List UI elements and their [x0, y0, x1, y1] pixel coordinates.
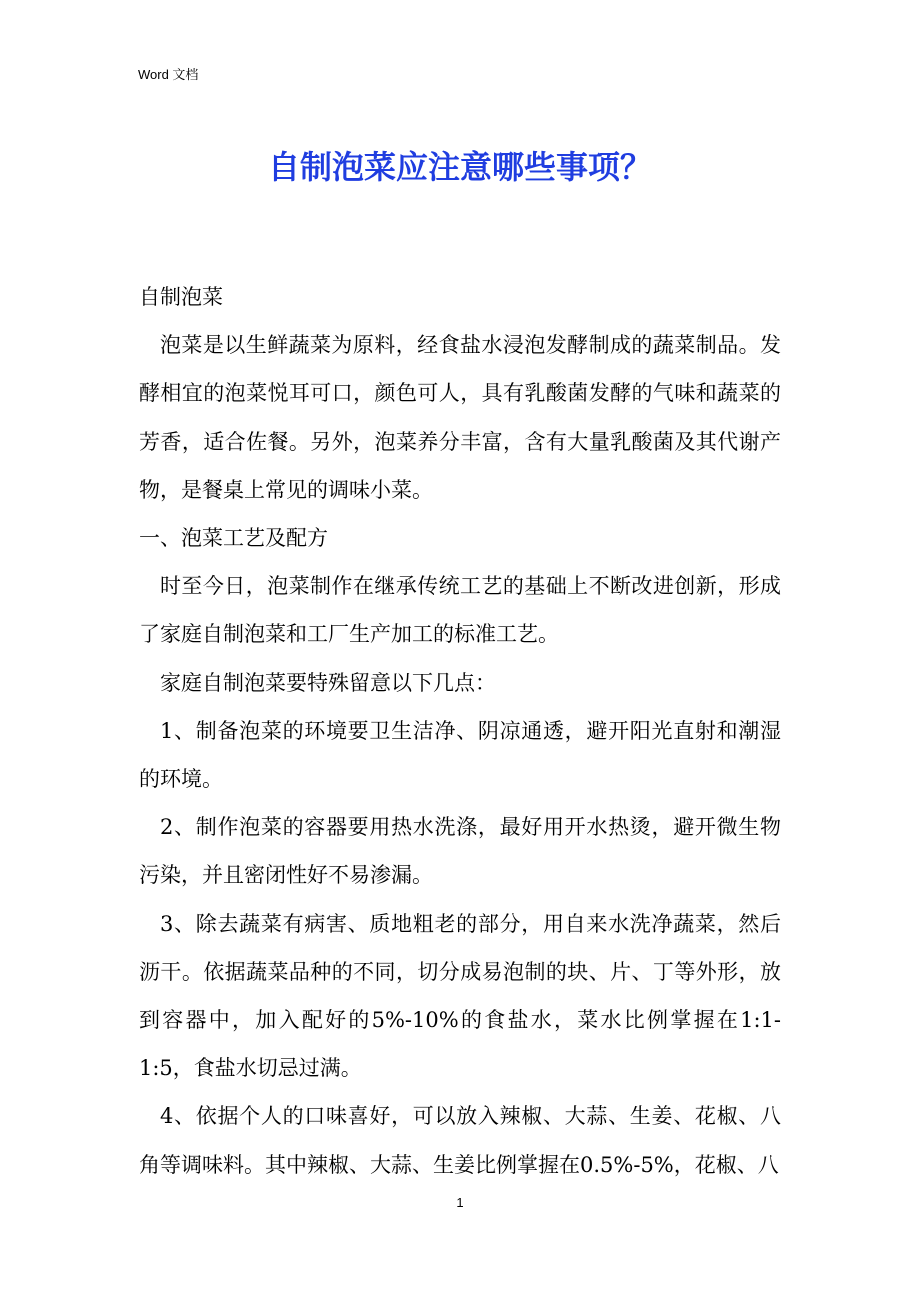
list-item-2: 2、制作泡菜的容器要用热水洗涤，最好用开水热烫，避开微生物污染，并且密闭性好不易渗漏。 [139, 815, 781, 888]
section-heading-homemade-kimchi: 自制泡菜 [139, 285, 223, 309]
list-item-4: 4、依据个人的口味喜好，可以放入辣椒、大蒜、生姜、花椒、八角等调味料。其中辣椒、大蒜、生姜比例掌握在0.5%-5%，花椒、八 [139, 1104, 781, 1177]
section-heading-process: 一、泡菜工艺及配方 [139, 526, 328, 551]
document-header-label: Word 文档 [138, 67, 199, 82]
list-item-3: 3、除去蔬菜有病害、质地粗老的部分，用自来水洗净蔬菜，然后沥干。依据蔬菜品种的不同，切分成易泡制的块、片、丁等外形，放到容器中，加入配好的5%-10%的食盐水，菜水比例掌握在1:1-1:5，食盐水切忌过满。 [139, 911, 781, 1081]
list-item-1: 1、制备泡菜的环境要卫生洁净、阴凉通透，避开阳光直射和潮湿的环境。 [139, 718, 781, 792]
page-number: 1 [456, 1195, 464, 1210]
document-body [139, 273, 781, 1189]
paragraph-notes-intro: 家庭自制泡菜要特殊留意以下几点： [160, 670, 496, 695]
document-title: 自制泡菜应注意哪些事项？ [267, 148, 652, 186]
paragraph-intro: 泡菜是以生鲜蔬菜为原料，经食盐水浸泡发酵制成的蔬菜制品。发酵相宜的泡菜悦耳可口，颜色可人，具有乳酸菌发酵的气味和蔬菜的芳香，适合佐餐。另外，泡菜养分丰富，含有大量乳酸菌及其代谢产物，是餐桌上常见的调味小菜。 [139, 333, 781, 502]
paragraph-process: 时至今日，泡菜制作在继承传统工艺的基础上不断改进创新，形成了家庭自制泡菜和工厂生产加工的标准工艺。 [139, 574, 781, 647]
